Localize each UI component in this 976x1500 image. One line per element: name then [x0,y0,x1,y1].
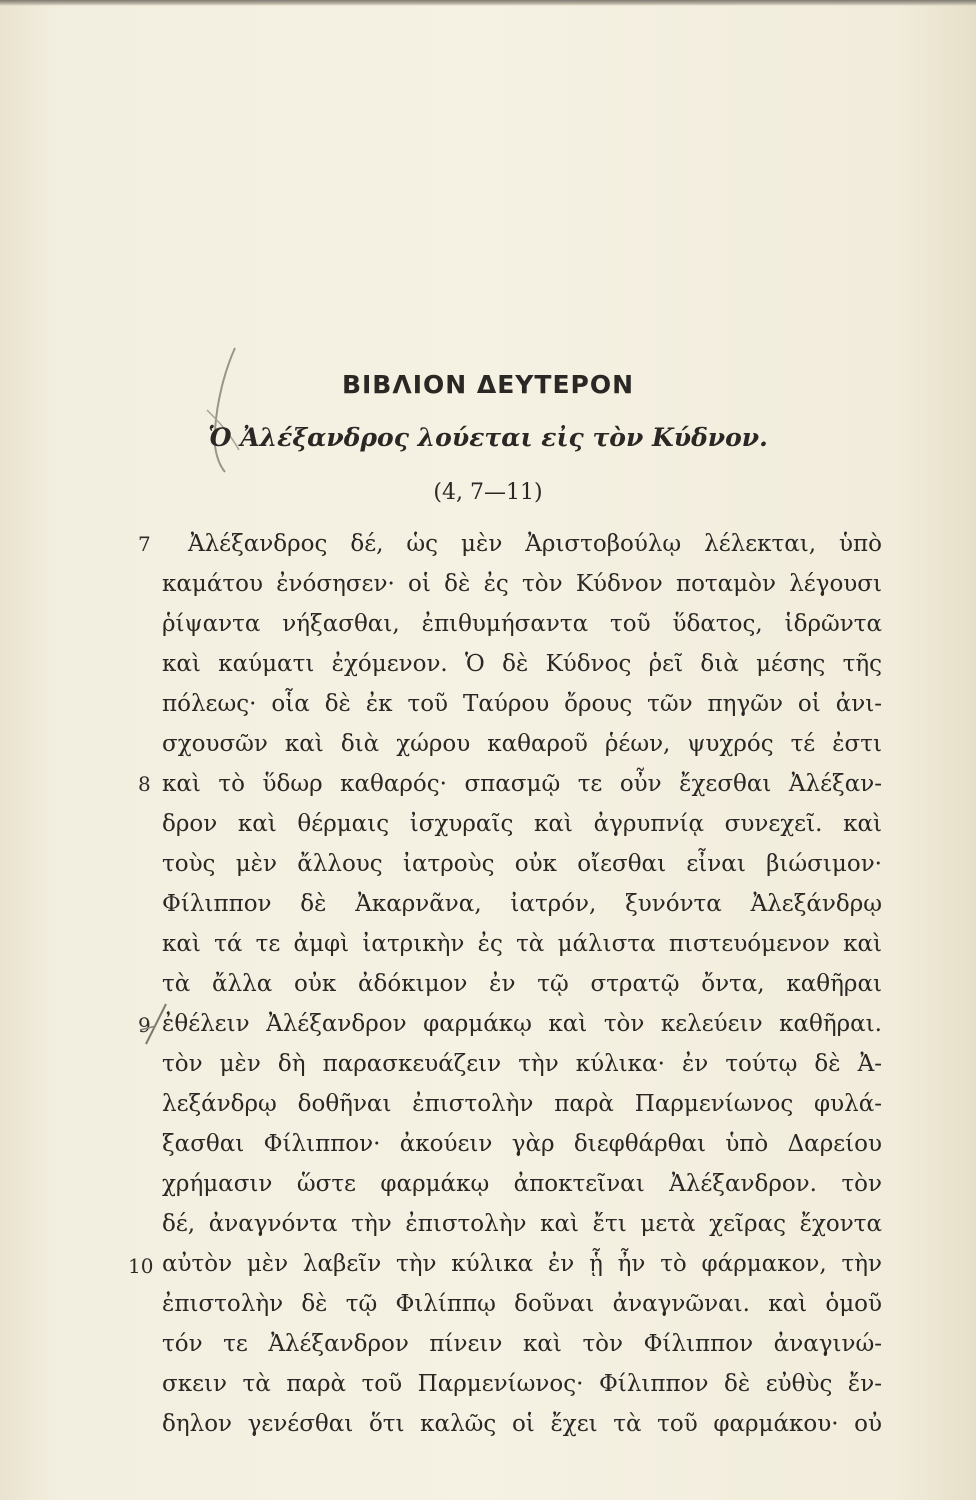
text-line: τοὺς μὲν ἄλλους ἰατροὺς οὐκ οἴεσθαι εἶναι βιώσιμον· [162,851,882,877]
margin-number-8: 8 [138,772,151,796]
book-title: ΒΙΒΛΙΟΝ ΔΕΥΤΕΡΟΝ [341,370,635,399]
text-line: πόλεως· οἷα δὲ ἐκ τοῦ Ταύρου ὄρους τῶν πηγῶν οἱ ἀνι- [162,691,882,717]
text-line: Φίλιππον δὲ Ἀκαρνᾶνα, ἰατρόν, ξυνόντα Ἀλεξάνδρῳ [162,891,882,917]
text-line: Ἀλέξανδρος δέ, ὡς μὲν Ἀριστοβούλῳ λέλεκται, ὑπὸ [188,531,882,557]
text-line: τόν τε Ἀλέξανδρον πίνειν καὶ τὸν Φίλιππον ἀναγινώ- [162,1331,882,1357]
body-text [162,524,882,1444]
text-line: δρον καὶ θέρμαις ἰσχυραῖς καὶ ἀγρυπνίᾳ συνεχεῖ. καὶ [162,811,882,837]
text-line: τὰ ἄλλα οὐκ ἀδόκιμον ἐν τῷ στρατῷ ὄντα, καθῆραι [162,971,882,997]
text-line: σκειν τὰ παρὰ τοῦ Παρμενίωνος· Φίλιππον δὲ εὐθὺς ἔν- [162,1371,882,1397]
text-line: καὶ καύματι ἐχόμενον. Ὁ δὲ Κύδνος ῥεῖ διὰ μέσης τῆς [162,651,882,677]
text-line: λεξάνδρῳ δοθῆναι ἐπιστολὴν παρὰ Παρμενίωνος φυλά- [162,1091,882,1117]
margin-number-9: 9 [138,1013,151,1037]
text-line: χρήμασιν ὥστε φαρμάκῳ ἀποκτεῖναι Ἀλέξανδρον. τὸν [162,1171,882,1197]
text-line: δέ, ἀναγνόντα τὴν ἐπιστολὴν καὶ ἔτι μετὰ χεῖρας ἔχοντα [162,1211,882,1237]
text-line: ἐθέλειν Ἀλέξανδρον φαρμάκῳ καὶ τὸν κελεύειν καθῆραι. [162,1011,882,1037]
page-top-edge [0,0,976,6]
text-line: καὶ τὸ ὕδωρ καθαρός· σπασμῷ τε οὖν ἔχεσθαι Ἀλέξαν- [162,771,882,797]
text-line: καμάτου ἐνόσησεν· οἱ δὲ ἐς τὸν Κύδνον ποταμὸν λέγουσι [162,571,882,597]
section-title: Ὁ Ἀλέξανδρος λούεται εἰς τὸν Κύδνον. [208,423,768,452]
text-line: ξασθαι Φίλιππον· ἀκούειν γὰρ διεφθάρθαι ὑπὸ Δαρείου [162,1131,882,1157]
pencil-mark-icon [195,340,255,480]
text-line: σχουσῶν καὶ διὰ χώρου καθαροῦ ῥέων, ψυχρός τέ ἐστι [162,731,882,757]
margin-number-10: 10 [128,1254,154,1278]
text-line: ῥίψαντα νήξασθαι, ἐπιθυμήσαντα τοῦ ὕδατος, ἱδρῶντα [162,611,882,637]
text-line: καὶ τά τε ἀμφὶ ἰατρικὴν ἐς τὰ μάλιστα πιστευόμενον καὶ [162,931,882,957]
text-line: ἐπιστολὴν δὲ τῷ Φιλίππῳ δοῦναι ἀναγνῶναι. καὶ ὁμοῦ [162,1291,882,1317]
margin-number-7: 7 [138,532,151,556]
section-reference: (4, 7—11) [433,480,543,505]
text-line: αὐτὸν μὲν λαβεῖν τὴν κύλικα ἐν ᾗ ἦν τὸ φάρμακον, τὴν [162,1251,882,1277]
text-line: δηλον γενέσθαι ὅτι καλῶς οἱ ἔχει τὰ τοῦ φαρμάκου· οὐ [162,1411,882,1437]
text-line: τὸν μὲν δὴ παρασκευάζειν τὴν κύλικα· ἐν τούτῳ δὲ Ἀ- [162,1051,882,1077]
